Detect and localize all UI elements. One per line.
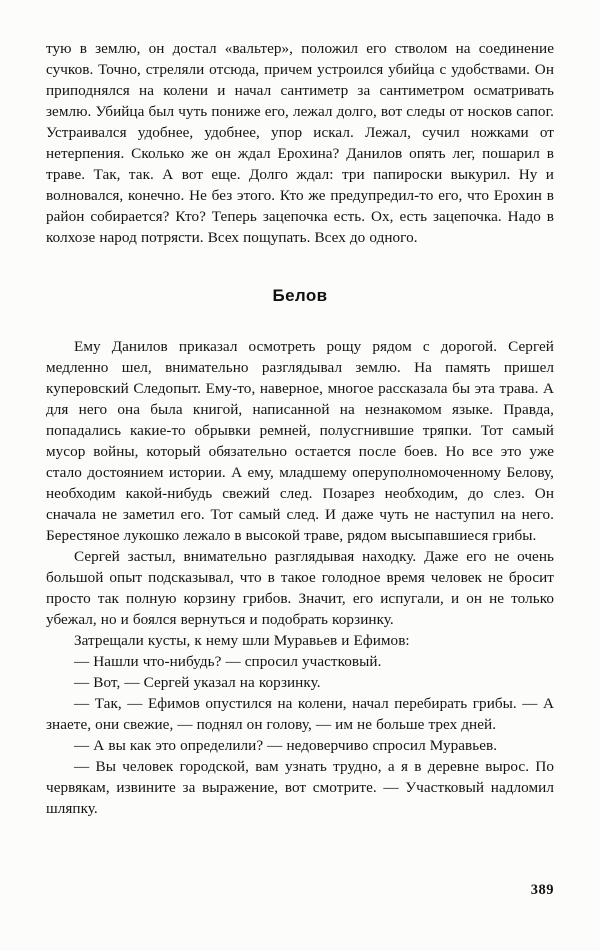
paragraph: Сергей застыл, внимательно разглядывая находку. Даже его не очень большой опыт подсказывал, что в такое голодное время человек не бросит просто так полную корзину грибов. Значит, его испугали, и он не только убежал, но и боялся вернуться и подобрать корзинку. bbox=[46, 548, 554, 628]
dialogue-line: — Нашли что-нибудь? — спросил участковый. bbox=[74, 653, 382, 670]
spacer-above-title bbox=[46, 248, 554, 286]
page-content bbox=[46, 38, 554, 819]
paragraph: Затрещали кусты, к нему шли Муравьев и Ефимов: bbox=[74, 632, 410, 649]
section-title: Белов bbox=[272, 286, 328, 305]
paragraph: Ему Данилов приказал осмотреть рощу рядом с дорогой. Сергей медленно шел, внимательно разглядывал землю. На память пришел куперовский Следопыт. Ему-то, наверное, многое рассказала бы эта трава. А для него она была книгой, написанной на незнакомом языке. Правда, попадались какие-то обрывки ремней, полусгнившие тряпки. Тот самый мусор войны, который обязательно остается после боев. Но все это уже стало достоянием истории. А ему, младшему оперуполномоченному Белову, необходим какой-нибудь свежий след. Позарез необходим, до слез. Он сначала не заметил его. Тот самый след. И даже чуть не наступил на него. Берестяное лукошко лежало в высокой траве, рядом высыпавшиеся грибы. bbox=[46, 338, 554, 544]
spacer-below-title bbox=[46, 306, 554, 336]
paragraph: тую в землю, он достал «вальтер», положил его стволом на соединение сучков. Точно, стреляли отсюда, причем устроился убийца с удобствами. Он приподнялся на колени и начал сантиметр за сантиметром осматривать землю. Убийца был чуть пониже его, лежал долго, вот следы от носков сапог. Устраивался удобнее, удобнее, упор искал. Лежал, сучил ножками от нетерпения. Сколько же он ждал Ерохина? Данилов опять лег, пошарил в траве. Так, так. А вот еще. Долго ждал: три папироски выкурил. Ну и волновался, конечно. Не без этого. Кто же предупредил-то его, что Ерохин в район собирается? Кто? Теперь зацепочка есть. Ох, есть зацепочка. Надо в колхозе народ потрясти. Всех пощупать. Всех до одного. bbox=[46, 40, 554, 246]
dialogue-line: — Так, — Ефимов опустился на колени, начал перебирать грибы. — А знаете, они свежие, — поднял он голову, — им не больше трех дней. bbox=[46, 695, 554, 733]
opening-paragraph-block bbox=[46, 38, 554, 248]
page-number: 389 bbox=[530, 882, 554, 898]
dialogue-line: — Вот, — Сергей указал на корзинку. bbox=[74, 674, 321, 691]
dialogue-line: — А вы как это определили? — недоверчиво спросил Муравьев. bbox=[74, 737, 498, 754]
dialogue-line: — Вы человек городской, вам узнать трудно, а я в деревне вырос. По червякам, извините за выражение, вот смотрите. — Участковый надломил шляпку. bbox=[46, 758, 554, 817]
